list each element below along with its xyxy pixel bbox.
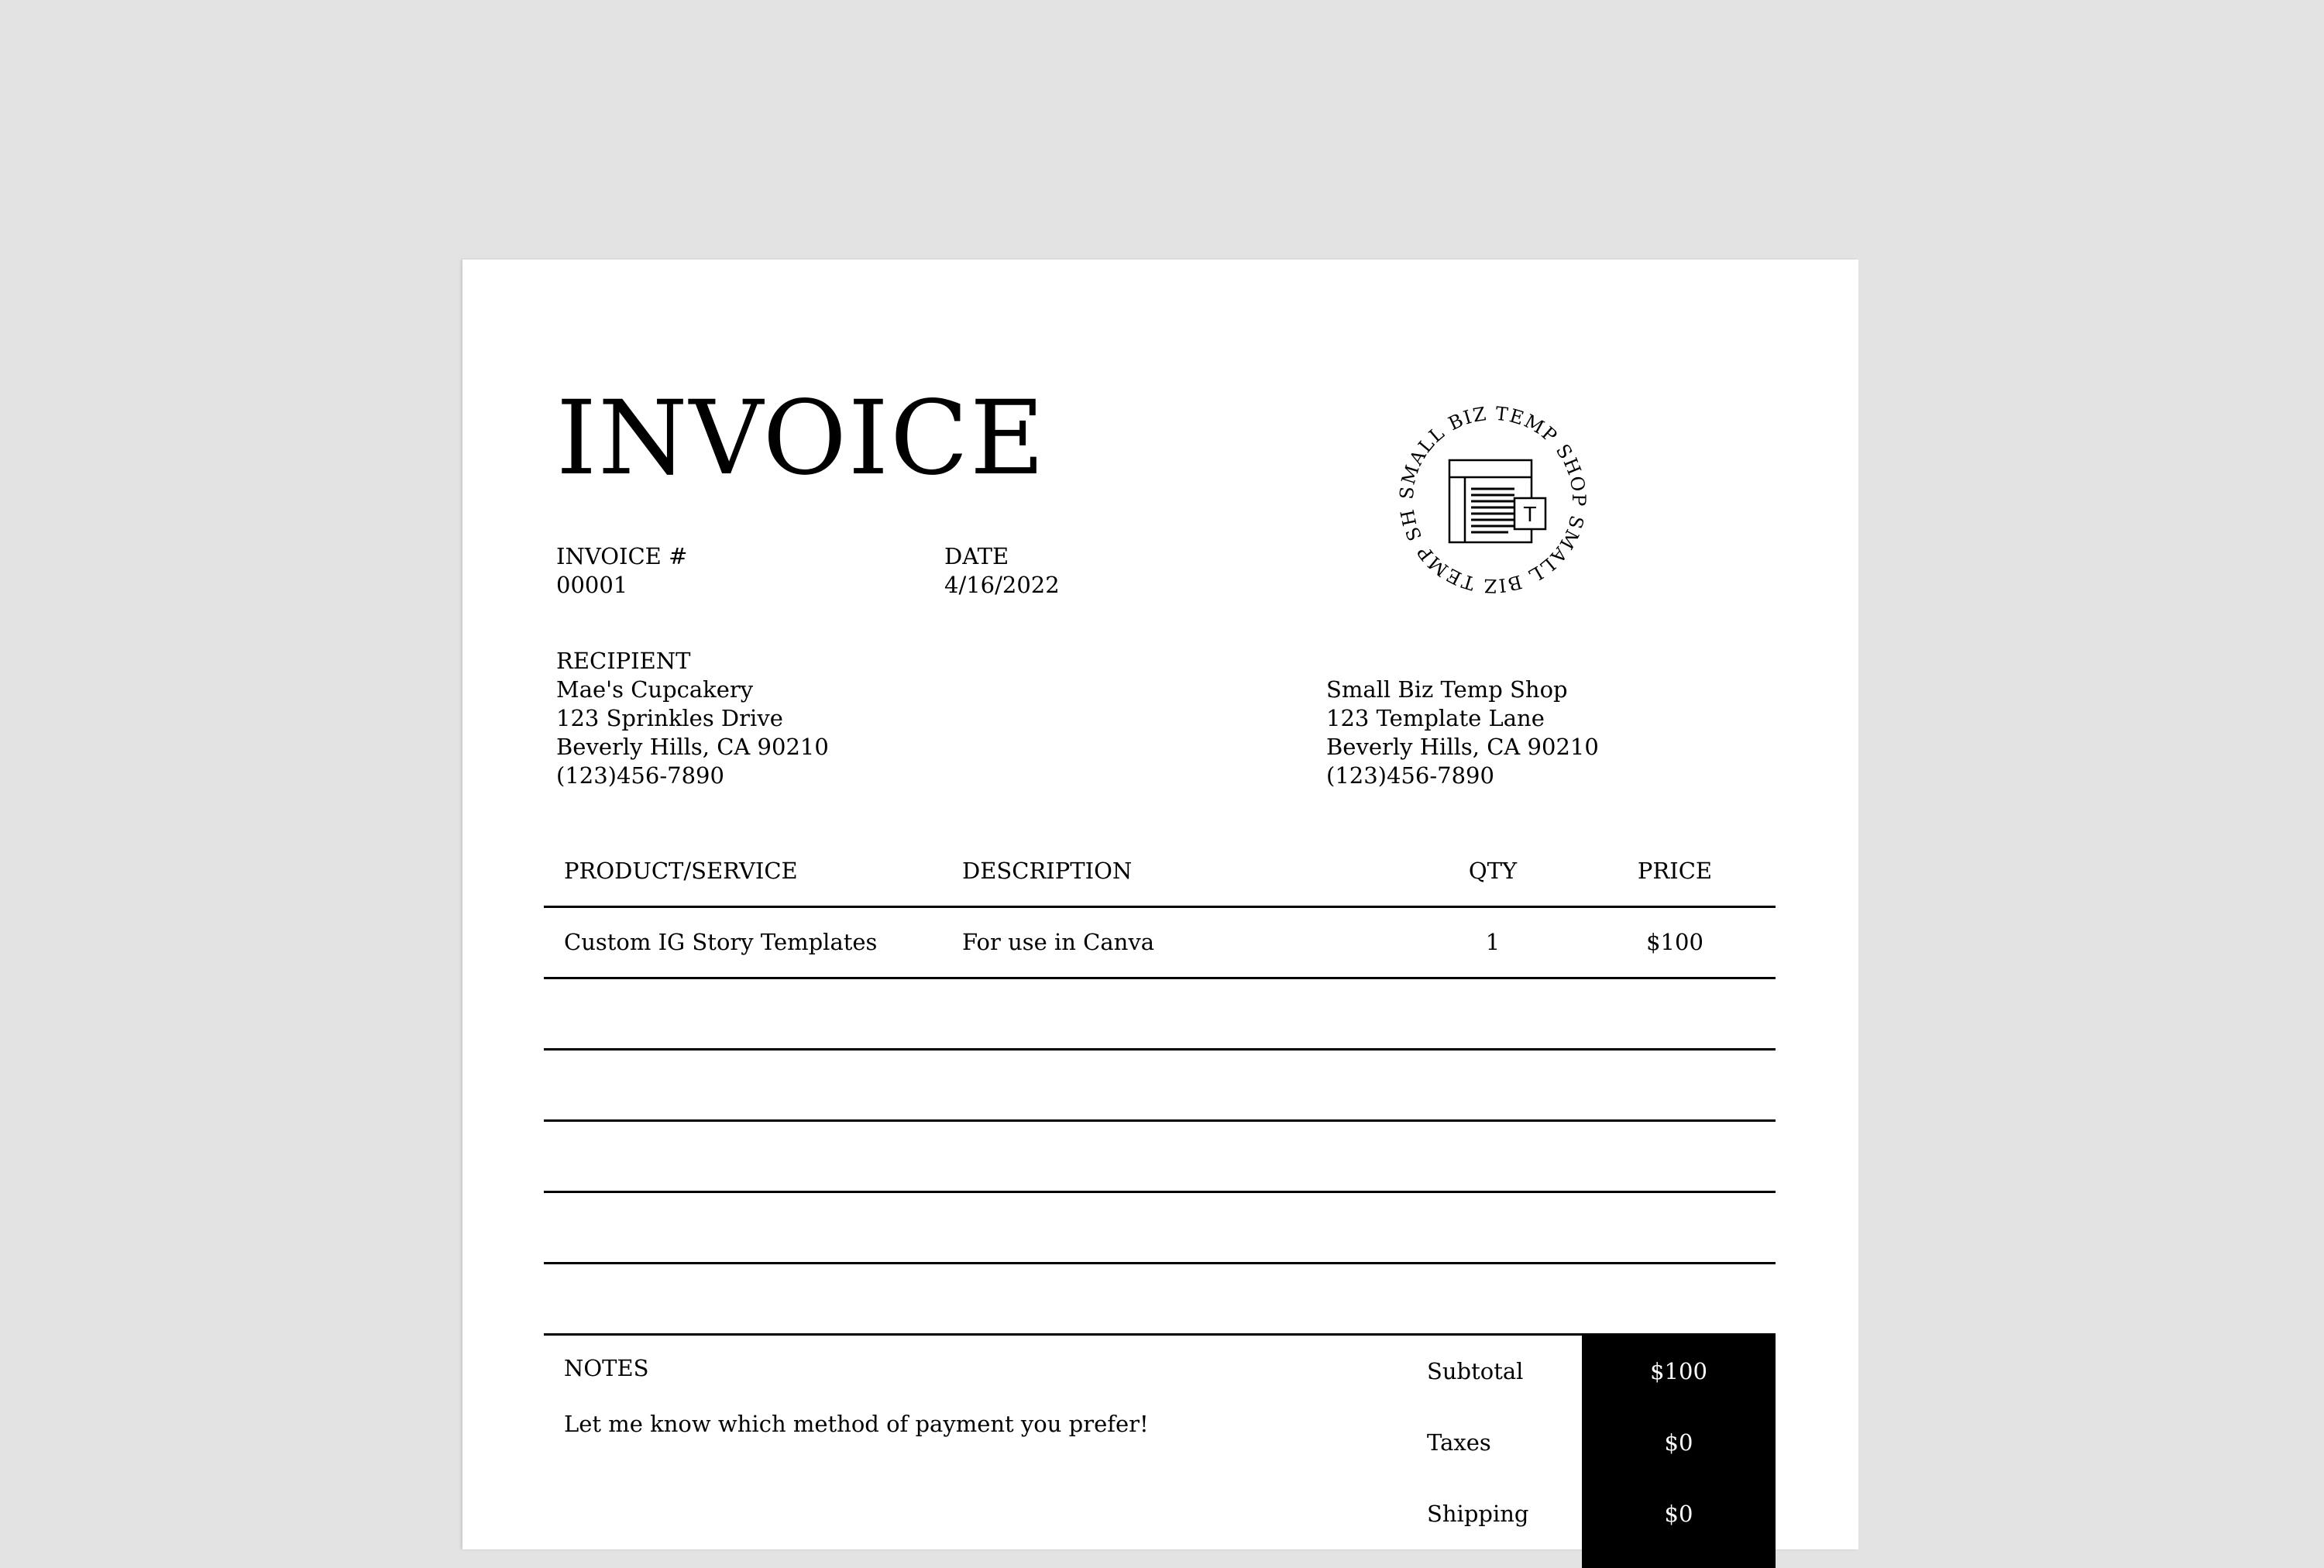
table-row (544, 1264, 1776, 1336)
taxes-value: $0 (1664, 1429, 1693, 1456)
row-qty (1462, 979, 1524, 1048)
invoice-footer (544, 1336, 1776, 1568)
logo-badge-letter: T (1524, 504, 1536, 527)
row-qty (1462, 1264, 1524, 1333)
invoice-number-label: INVOICE # (556, 543, 688, 569)
document-template-icon (1449, 460, 1545, 542)
invoice-page (462, 260, 1858, 1549)
taxes-label: Taxes (1427, 1429, 1491, 1456)
shipping-value: $0 (1664, 1501, 1693, 1527)
header-product: PRODUCT/SERVICE (564, 858, 798, 884)
row-price (1628, 1193, 1721, 1262)
shop-logo (1384, 391, 1601, 608)
logo-ring-text: SMALL BIZ TEMP SHOP SMALL BIZ TEMP SH (1395, 402, 1590, 597)
header-description: DESCRIPTION (962, 858, 1133, 884)
subtotal-value: $100 (1650, 1358, 1707, 1384)
table-row (544, 1122, 1776, 1193)
table-row (544, 1050, 1776, 1122)
notes-label: NOTES (564, 1355, 649, 1381)
invoice-date-label: DATE (944, 543, 1009, 569)
recipient-street: 123 Sprinkles Drive (556, 705, 783, 731)
logo-emblem (1384, 391, 1601, 608)
invoice-number-block (556, 542, 687, 600)
subtotal-label: Subtotal (1427, 1358, 1524, 1384)
invoice-number-value: 00001 (556, 572, 628, 598)
row-qty (1462, 1122, 1524, 1191)
header-price: PRICE (1637, 858, 1713, 884)
totals-box (1582, 1336, 1776, 1568)
row-price (1628, 1050, 1721, 1119)
recipient-block (556, 647, 829, 790)
recipient-city: Beverly Hills, CA 90210 (556, 734, 829, 760)
table-row (544, 1193, 1776, 1264)
invoice-date-block (944, 542, 1060, 600)
row-qty: 1 (1485, 929, 1501, 955)
invoice-date-value: 4/16/2022 (944, 572, 1060, 598)
line-items-table (544, 837, 1776, 1568)
shipping-label: Shipping (1427, 1501, 1529, 1527)
row-product: Custom IG Story Templates (564, 929, 878, 955)
table-row (544, 908, 1776, 979)
recipient-name: Mae's Cupcakery (556, 676, 754, 703)
row-description: For use in Canva (962, 929, 1155, 955)
row-qty (1462, 1193, 1524, 1262)
row-price (1628, 1122, 1721, 1191)
row-price: $100 (1646, 929, 1703, 955)
sender-block (1326, 676, 1599, 790)
invoice-title: INVOICE (556, 379, 1047, 498)
sender-phone: (123)456-7890 (1326, 762, 1494, 789)
row-price (1628, 1264, 1721, 1333)
table-row (544, 979, 1776, 1050)
sender-street: 123 Template Lane (1326, 705, 1545, 731)
table-header-row (544, 837, 1776, 908)
row-qty (1462, 1050, 1524, 1119)
header-qty: QTY (1468, 858, 1518, 884)
recipient-label: RECIPIENT (556, 648, 691, 674)
sender-name: Small Biz Temp Shop (1326, 676, 1568, 703)
row-price (1628, 979, 1721, 1048)
sender-city: Beverly Hills, CA 90210 (1326, 734, 1599, 760)
recipient-phone: (123)456-7890 (556, 762, 724, 789)
notes-text: Let me know which method of payment you prefer! (564, 1411, 1149, 1437)
